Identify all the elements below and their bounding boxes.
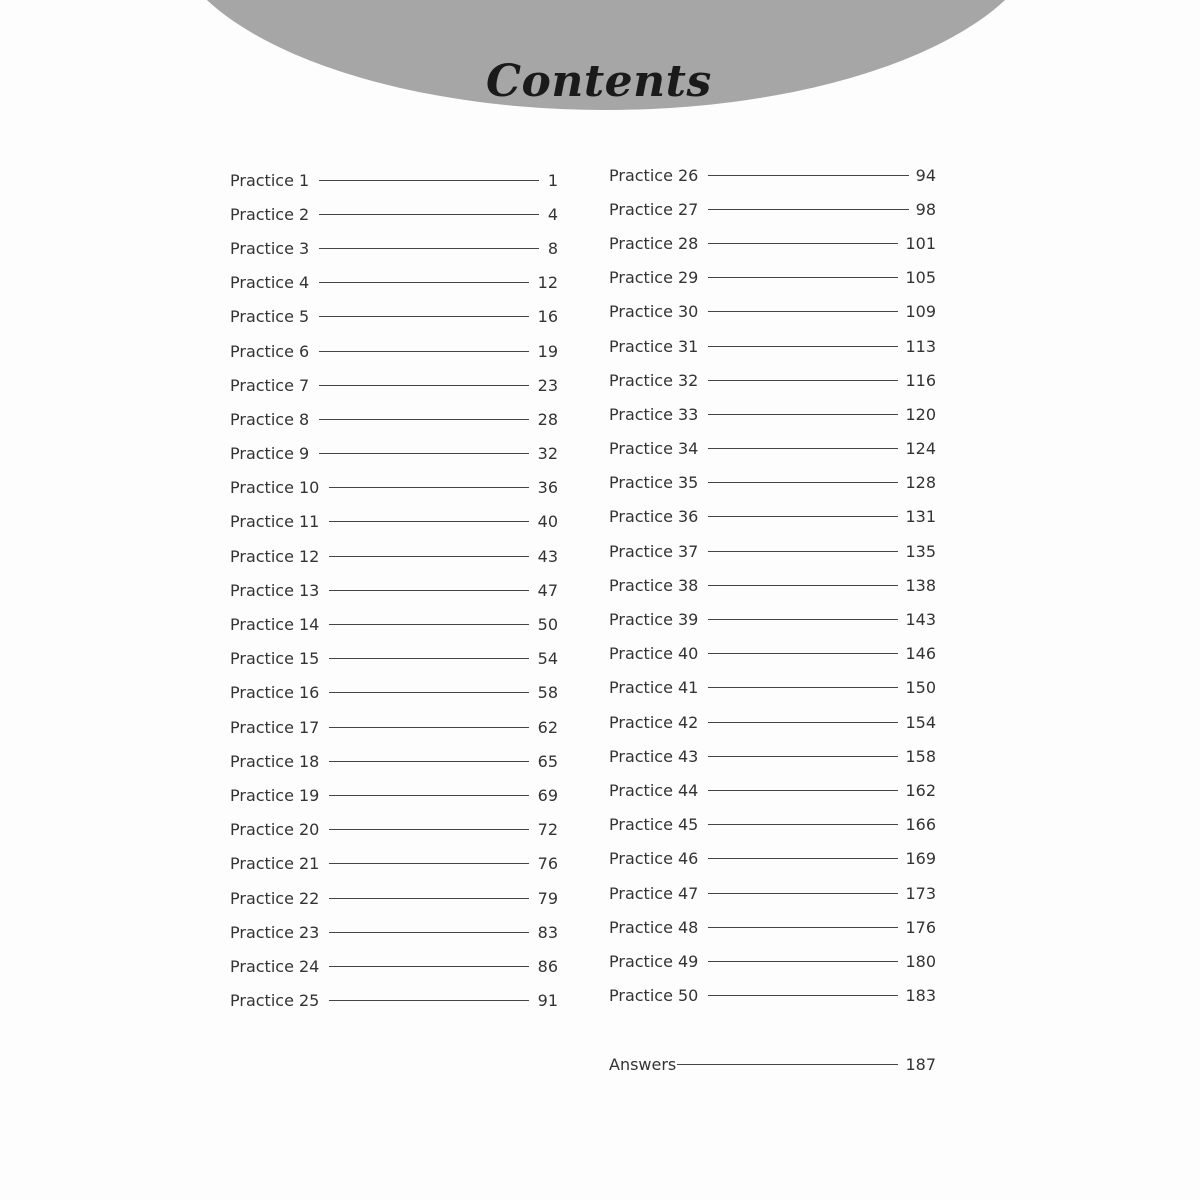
toc-entry[interactable] bbox=[230, 847, 558, 881]
toc-entry[interactable] bbox=[230, 573, 558, 607]
toc-entry[interactable] bbox=[230, 505, 558, 539]
toc-entry-label: Practice 14 bbox=[230, 615, 320, 635]
toc-entry[interactable] bbox=[230, 676, 558, 710]
toc-entry-page-number: 43 bbox=[537, 546, 558, 566]
toc-entry-label: Practice 44 bbox=[609, 780, 699, 800]
toc-entry[interactable] bbox=[609, 842, 936, 876]
leader-line bbox=[329, 590, 528, 591]
toc-entry-label: Practice 16 bbox=[230, 683, 320, 703]
toc-entry-page-number: 23 bbox=[537, 375, 558, 395]
leader-line bbox=[708, 209, 908, 210]
toc-entry-label: Practice 10 bbox=[230, 478, 320, 498]
leader-line bbox=[329, 487, 528, 488]
toc-entry-label: Practice 6 bbox=[230, 341, 310, 361]
toc-entry-page-number: 135 bbox=[905, 541, 936, 561]
toc-entry-label: Practice 26 bbox=[609, 165, 699, 185]
toc-entry-label: Practice 39 bbox=[609, 610, 699, 630]
leader-line bbox=[329, 556, 528, 557]
toc-entry-page-number: 169 bbox=[905, 849, 936, 869]
leader-line bbox=[708, 995, 898, 996]
leader-line bbox=[708, 619, 898, 620]
toc-entry-page-number: 76 bbox=[537, 854, 558, 874]
contents-column-right bbox=[609, 158, 936, 1013]
leader-line bbox=[319, 316, 528, 317]
toc-entry-page-number: 128 bbox=[905, 473, 936, 493]
leader-line bbox=[708, 414, 898, 415]
leader-line bbox=[329, 692, 528, 693]
toc-entry-page-number: 183 bbox=[905, 986, 936, 1006]
leader-line bbox=[329, 521, 528, 522]
leader-line bbox=[708, 243, 898, 244]
toc-entry-page-number: 36 bbox=[537, 478, 558, 498]
toc-entry-page-number: 79 bbox=[537, 888, 558, 908]
toc-entry[interactable] bbox=[609, 295, 936, 329]
leader-line bbox=[329, 795, 528, 796]
toc-entry-page-number: 166 bbox=[905, 815, 936, 835]
toc-entry-page-number: 12 bbox=[537, 273, 558, 293]
leader-line bbox=[319, 214, 539, 215]
toc-entry-label: Practice 29 bbox=[609, 268, 699, 288]
toc-entry-page-number: 1 bbox=[547, 170, 558, 190]
toc-entry-page-number: 19 bbox=[537, 341, 558, 361]
leader-line bbox=[708, 927, 898, 928]
toc-entry-label: Practice 46 bbox=[609, 849, 699, 869]
toc-entry-label: Practice 33 bbox=[609, 404, 699, 424]
toc-entry[interactable] bbox=[230, 197, 558, 231]
leader-line bbox=[708, 893, 898, 894]
leader-line bbox=[319, 385, 528, 386]
toc-entry[interactable] bbox=[609, 363, 936, 397]
leader-line bbox=[708, 722, 898, 723]
page-title: Contents bbox=[486, 56, 712, 107]
answers-section bbox=[609, 1047, 936, 1081]
toc-entry-page-number: 50 bbox=[537, 615, 558, 635]
leader-line bbox=[708, 482, 898, 483]
toc-entry-label: Practice 20 bbox=[230, 820, 320, 840]
leader-line bbox=[319, 180, 539, 181]
toc-entry[interactable] bbox=[609, 192, 936, 226]
leader-line bbox=[319, 453, 528, 454]
toc-entry-page-number: 124 bbox=[905, 439, 936, 459]
toc-entry[interactable] bbox=[609, 568, 936, 602]
toc-entry-page-number: 173 bbox=[905, 883, 936, 903]
toc-entry[interactable] bbox=[609, 329, 936, 363]
toc-entry-page-number: 113 bbox=[905, 336, 936, 356]
leader-line bbox=[708, 756, 898, 757]
leader-line bbox=[329, 624, 528, 625]
toc-entry-page-number: 138 bbox=[905, 575, 936, 595]
toc-entry[interactable] bbox=[230, 881, 558, 915]
toc-entry-label: Practice 2 bbox=[230, 204, 310, 224]
toc-entry[interactable] bbox=[609, 671, 936, 705]
toc-entry-label: Practice 22 bbox=[230, 888, 320, 908]
toc-entry-label: Practice 37 bbox=[609, 541, 699, 561]
toc-entry-page-number: 158 bbox=[905, 746, 936, 766]
leader-line bbox=[708, 551, 898, 552]
contents-column-left bbox=[230, 163, 558, 1018]
toc-entry-label: Answers bbox=[609, 1054, 677, 1074]
toc-entry-page-number: 83 bbox=[537, 922, 558, 942]
toc-entry-page-number: 101 bbox=[905, 233, 936, 253]
toc-entry-page-number: 187 bbox=[905, 1054, 936, 1074]
toc-entry[interactable] bbox=[230, 437, 558, 471]
toc-entry[interactable] bbox=[230, 334, 558, 368]
toc-entry-page-number: 146 bbox=[905, 644, 936, 664]
toc-entry-page-number: 150 bbox=[905, 678, 936, 698]
toc-entry[interactable] bbox=[609, 226, 936, 260]
toc-entry[interactable] bbox=[609, 876, 936, 910]
toc-entry-label: Practice 24 bbox=[230, 956, 320, 976]
toc-entry[interactable] bbox=[609, 261, 936, 295]
toc-entry[interactable] bbox=[230, 300, 558, 334]
toc-entry[interactable] bbox=[609, 705, 936, 739]
toc-entry-label: Practice 15 bbox=[230, 649, 320, 669]
toc-entry[interactable] bbox=[609, 944, 936, 978]
toc-entry-label: Practice 8 bbox=[230, 409, 310, 429]
toc-entry-label: Practice 47 bbox=[609, 883, 699, 903]
toc-entry-page-number: 116 bbox=[905, 370, 936, 390]
toc-entry[interactable] bbox=[609, 432, 936, 466]
toc-entry-page-number: 47 bbox=[537, 580, 558, 600]
toc-entry-label: Practice 30 bbox=[609, 302, 699, 322]
toc-entry-page-number: 94 bbox=[915, 165, 936, 185]
toc-entry-label: Practice 21 bbox=[230, 854, 320, 874]
toc-entry-label: Practice 12 bbox=[230, 546, 320, 566]
toc-entry[interactable] bbox=[230, 642, 558, 676]
leader-line bbox=[319, 282, 528, 283]
toc-entry[interactable] bbox=[230, 984, 558, 1018]
toc-entry[interactable] bbox=[230, 710, 558, 744]
toc-entry-label: Practice 48 bbox=[609, 917, 699, 937]
leader-line bbox=[319, 351, 528, 352]
toc-entry[interactable] bbox=[230, 949, 558, 983]
leader-line bbox=[708, 858, 898, 859]
toc-entry-label: Practice 31 bbox=[609, 336, 699, 356]
toc-entry-page-number: 58 bbox=[537, 683, 558, 703]
toc-entry-answers[interactable] bbox=[609, 1047, 936, 1081]
toc-entry[interactable] bbox=[230, 915, 558, 949]
toc-entry-label: Practice 36 bbox=[609, 507, 699, 527]
toc-entry-label: Practice 13 bbox=[230, 580, 320, 600]
leader-line bbox=[329, 898, 528, 899]
toc-entry-label: Practice 40 bbox=[609, 644, 699, 664]
leader-line bbox=[708, 380, 898, 381]
leader-line bbox=[708, 961, 898, 962]
leader-line bbox=[708, 824, 898, 825]
toc-entry[interactable] bbox=[609, 397, 936, 431]
toc-entry-label: Practice 25 bbox=[230, 991, 320, 1011]
toc-entry[interactable] bbox=[230, 813, 558, 847]
toc-entry-label: Practice 28 bbox=[609, 233, 699, 253]
toc-entry-label: Practice 41 bbox=[609, 678, 699, 698]
toc-entry[interactable] bbox=[230, 368, 558, 402]
toc-entry[interactable] bbox=[230, 471, 558, 505]
toc-entry-label: Practice 7 bbox=[230, 375, 310, 395]
toc-entry[interactable] bbox=[609, 602, 936, 636]
toc-entry-page-number: 65 bbox=[537, 751, 558, 771]
toc-entry-page-number: 72 bbox=[537, 820, 558, 840]
toc-entry[interactable] bbox=[609, 773, 936, 807]
leader-line bbox=[329, 658, 528, 659]
toc-entry-page-number: 105 bbox=[905, 268, 936, 288]
toc-entry-label: Practice 1 bbox=[230, 170, 310, 190]
toc-entry[interactable] bbox=[230, 778, 558, 812]
toc-entry-page-number: 16 bbox=[537, 307, 558, 327]
toc-entry-label: Practice 4 bbox=[230, 273, 310, 293]
toc-entry[interactable] bbox=[230, 266, 558, 300]
toc-entry-page-number: 91 bbox=[537, 991, 558, 1011]
toc-entry[interactable] bbox=[230, 231, 558, 265]
leader-line bbox=[319, 248, 539, 249]
toc-entry-page-number: 86 bbox=[537, 956, 558, 976]
leader-line bbox=[329, 829, 528, 830]
toc-entry-label: Practice 32 bbox=[609, 370, 699, 390]
leader-line bbox=[329, 966, 528, 967]
leader-line bbox=[708, 346, 898, 347]
toc-entry-page-number: 8 bbox=[547, 238, 558, 258]
toc-entry-label: Practice 23 bbox=[230, 922, 320, 942]
toc-entry-label: Practice 43 bbox=[609, 746, 699, 766]
toc-entry-label: Practice 49 bbox=[609, 951, 699, 971]
toc-entry-label: Practice 45 bbox=[609, 815, 699, 835]
leader-line bbox=[708, 277, 898, 278]
toc-entry[interactable] bbox=[230, 163, 558, 197]
leader-line bbox=[708, 311, 898, 312]
toc-entry[interactable] bbox=[609, 158, 936, 192]
leader-line bbox=[329, 761, 528, 762]
leader-line bbox=[708, 175, 908, 176]
leader-line bbox=[677, 1064, 898, 1065]
leader-line bbox=[329, 932, 528, 933]
toc-entry[interactable] bbox=[609, 500, 936, 534]
toc-entry-label: Practice 3 bbox=[230, 238, 310, 258]
leader-line bbox=[329, 863, 528, 864]
leader-line bbox=[708, 516, 898, 517]
toc-entry[interactable] bbox=[230, 539, 558, 573]
toc-entry-label: Practice 17 bbox=[230, 717, 320, 737]
toc-entry-page-number: 154 bbox=[905, 712, 936, 732]
toc-entry[interactable] bbox=[609, 808, 936, 842]
leader-line bbox=[708, 653, 898, 654]
leader-line bbox=[319, 419, 528, 420]
toc-entry-page-number: 62 bbox=[537, 717, 558, 737]
toc-entry-page-number: 120 bbox=[905, 404, 936, 424]
toc-entry[interactable] bbox=[609, 739, 936, 773]
toc-entry-page-number: 28 bbox=[537, 409, 558, 429]
toc-entry[interactable] bbox=[609, 637, 936, 671]
toc-entry-page-number: 180 bbox=[905, 951, 936, 971]
toc-entry-label: Practice 11 bbox=[230, 512, 320, 532]
toc-entry-page-number: 98 bbox=[915, 199, 936, 219]
toc-entry-label: Practice 18 bbox=[230, 751, 320, 771]
toc-entry[interactable] bbox=[609, 466, 936, 500]
toc-entry-label: Practice 42 bbox=[609, 712, 699, 732]
toc-entry-page-number: 32 bbox=[537, 444, 558, 464]
toc-entry-page-number: 4 bbox=[547, 204, 558, 224]
leader-line bbox=[329, 1000, 528, 1001]
toc-entry-page-number: 109 bbox=[905, 302, 936, 322]
leader-line bbox=[708, 448, 898, 449]
toc-entry-label: Practice 38 bbox=[609, 575, 699, 595]
toc-entry-page-number: 162 bbox=[905, 780, 936, 800]
toc-entry[interactable] bbox=[609, 910, 936, 944]
toc-entry[interactable] bbox=[230, 402, 558, 436]
toc-entry-page-number: 176 bbox=[905, 917, 936, 937]
leader-line bbox=[708, 585, 898, 586]
toc-entry-page-number: 40 bbox=[537, 512, 558, 532]
leader-line bbox=[329, 727, 528, 728]
toc-entry-label: Practice 35 bbox=[609, 473, 699, 493]
toc-entry-label: Practice 9 bbox=[230, 444, 310, 464]
leader-line bbox=[708, 790, 898, 791]
toc-entry[interactable] bbox=[609, 534, 936, 568]
toc-entry-label: Practice 27 bbox=[609, 199, 699, 219]
toc-entry-label: Practice 50 bbox=[609, 986, 699, 1006]
toc-entry-page-number: 131 bbox=[905, 507, 936, 527]
toc-entry-label: Practice 19 bbox=[230, 785, 320, 805]
toc-entry-label: Practice 5 bbox=[230, 307, 310, 327]
leader-line bbox=[708, 687, 898, 688]
toc-entry[interactable] bbox=[230, 744, 558, 778]
toc-entry[interactable] bbox=[230, 607, 558, 641]
toc-entry-page-number: 143 bbox=[905, 610, 936, 630]
toc-entry[interactable] bbox=[609, 979, 936, 1013]
toc-entry-label: Practice 34 bbox=[609, 439, 699, 459]
toc-entry-page-number: 54 bbox=[537, 649, 558, 669]
toc-entry-page-number: 69 bbox=[537, 785, 558, 805]
